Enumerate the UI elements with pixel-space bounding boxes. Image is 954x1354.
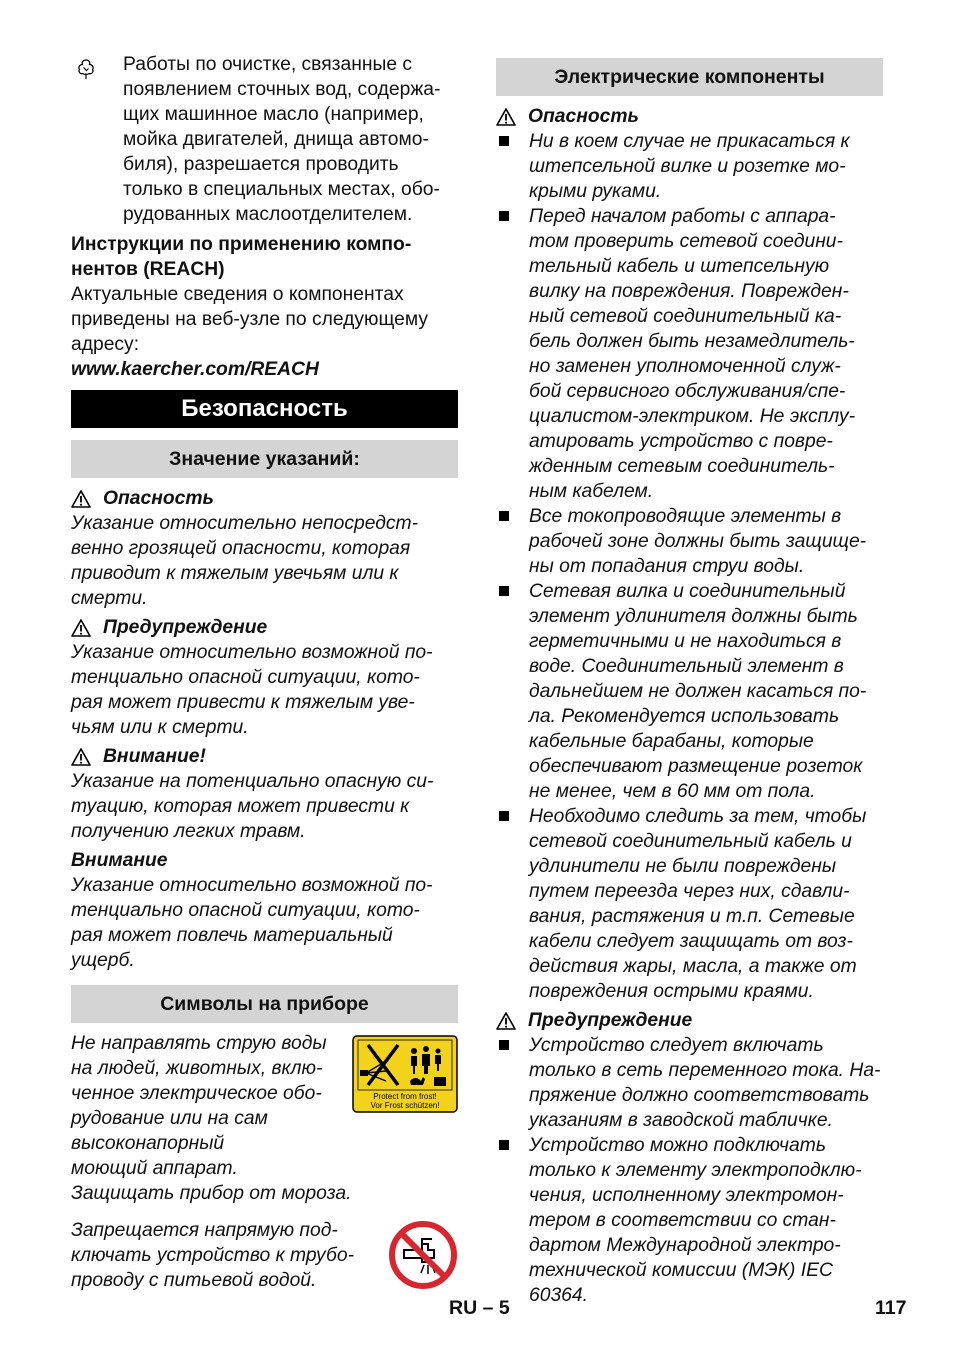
list-item — [496, 204, 883, 504]
reach-text-line: Актуальные сведения о компонентах — [71, 284, 404, 305]
no-water-jet-sign-icon — [352, 1035, 458, 1113]
item-line: повреждения острыми краями. — [529, 981, 814, 1002]
item-line: обеспечивают размещение розеток — [529, 756, 863, 777]
caution-description — [71, 769, 458, 844]
item-line: путем переезда через них, сдавли- — [529, 881, 850, 902]
item-line: тельный кабель и штепсельную — [529, 256, 830, 277]
danger-label: Опасность — [528, 106, 639, 127]
item-line: герметичными и не находиться в — [529, 631, 842, 652]
warning-triangle-icon — [71, 748, 91, 766]
reach-text — [71, 282, 458, 357]
item-line: кабели следует защищать от воз- — [529, 931, 853, 952]
footer-section-label: RU – 5 — [449, 1297, 510, 1319]
caution-heading — [71, 744, 458, 769]
item-line: циалистом-электриком. Не эксплу- — [529, 406, 856, 427]
item-line: элемент удлинителя должны быть — [529, 606, 858, 627]
item-line: Устройство следует включать — [529, 1035, 824, 1056]
left-column — [71, 52, 458, 1294]
warning-line: тенциально опасной ситуации, кото- — [71, 667, 420, 688]
item-line: ным кабелем. — [529, 481, 654, 502]
list-item — [496, 504, 883, 579]
env-line: Работы по очистке, связанные с — [123, 54, 413, 75]
environment-note — [71, 52, 458, 227]
notice-line: тенциально опасной ситуации, кото- — [71, 900, 420, 921]
symbol-line: моющий аппарат. — [71, 1158, 238, 1179]
frost-text: Защищать прибор от мороза. — [71, 1183, 352, 1204]
symbol-line: рудование или на сам высоконапорный — [71, 1108, 268, 1154]
item-line: кабельные барабаны, которые — [529, 731, 814, 752]
warning-line: Указание относительно возможной по- — [71, 642, 433, 663]
symbols-section-title: Символы на приборе — [71, 985, 458, 1023]
no-drinking-water-connection-icon — [388, 1220, 458, 1290]
danger-line: приводит к тяжелым увечьям или к — [71, 563, 399, 584]
water-line: проводу с питьевой водой. — [71, 1270, 317, 1291]
electric-section-title: Электрические компоненты — [496, 58, 883, 96]
water-line: ключать устройство к трубо- — [71, 1245, 355, 1266]
item-line: рабочей зоне должны быть защище- — [529, 531, 867, 552]
warning-triangle-icon — [496, 1012, 516, 1030]
electric-warning-heading — [496, 1008, 883, 1033]
danger-line: венно грозящей опасности, которая — [71, 538, 411, 559]
caution-line: Указание на потенциально опасную си- — [71, 771, 434, 792]
symbol-line: ченное электрическое обо- — [71, 1083, 322, 1104]
item-line: дартом Международной электро- — [529, 1235, 841, 1256]
item-line: штепсельной вилке и розетке мо- — [529, 156, 846, 177]
frost-label-de: Vor Frost schützen! — [370, 1101, 440, 1110]
list-item — [496, 1033, 883, 1133]
list-item — [496, 804, 883, 1004]
list-item — [496, 1133, 883, 1308]
item-line: пряжение должно соответствовать — [529, 1085, 870, 1106]
warning-triangle-icon — [71, 490, 91, 508]
item-line: Устройство можно подключать — [529, 1135, 826, 1156]
water-line: Запрещается напрямую под- — [71, 1220, 338, 1241]
item-line: удлинители не были повреждены — [529, 856, 837, 877]
item-line: ны от попадания струи воды. — [529, 556, 805, 577]
electric-danger-heading — [496, 104, 883, 129]
item-line: крыми руками. — [529, 181, 662, 202]
reach-url-link[interactable]: www.kaercher.com/REACH — [71, 359, 319, 380]
item-line: воде. Соединительный элемент в — [529, 656, 844, 677]
caution-line: туацию, которая может привести к — [71, 796, 410, 817]
reach-heading-line: Инструкции по применению компо- — [71, 234, 412, 255]
warning-label: Предупреждение — [528, 1010, 693, 1031]
symbol-line: на людей, животных, вклю- — [71, 1058, 323, 1079]
danger-label: Опасность — [103, 488, 214, 509]
notice-line: ущерб. — [71, 950, 135, 971]
item-line: Сетевая вилка и соединительный — [529, 581, 846, 602]
caution-line: получению легких травм. — [71, 821, 306, 842]
item-line: но заменен уполномоченной служ- — [529, 356, 841, 377]
item-line: атировать устройство с повре- — [529, 431, 833, 452]
env-line: рудованных маслоотделителем. — [123, 204, 413, 225]
reach-text-line: приведены на веб-узле по следующему — [71, 309, 428, 330]
env-line: появлением сточных вод, содержа- — [123, 79, 441, 100]
item-line: жденным сетевым соединитель- — [529, 456, 835, 477]
item-line: только к элементу электроподклю- — [529, 1160, 862, 1181]
symbol-jet-description — [71, 1031, 458, 1206]
danger-description — [71, 511, 458, 611]
danger-line: смерти. — [71, 588, 148, 609]
list-item — [496, 129, 883, 204]
danger-heading — [71, 486, 458, 511]
warning-heading — [71, 615, 458, 640]
caution-label: Внимание! — [103, 746, 206, 767]
item-line: бой сервисного обслуживания/спе- — [529, 381, 846, 402]
reach-heading — [71, 232, 458, 282]
warning-description — [71, 640, 458, 740]
item-line: не менее, чем в 60 мм от пола. — [529, 781, 816, 802]
frost-label-en: Protect from frost! — [373, 1092, 437, 1101]
item-line: ла. Рекомендуется использовать — [529, 706, 840, 727]
item-line: указаниям в заводской табличке. — [529, 1110, 833, 1131]
item-line: вилку на повреждения. Поврежден- — [529, 281, 849, 302]
warning-triangle-icon — [71, 619, 91, 637]
item-line: Перед началом работы с аппара- — [529, 206, 836, 227]
item-line: Необходимо следить за тем, чтобы — [529, 806, 867, 827]
reach-text-line: адресу: — [71, 334, 140, 355]
item-line: Все токопроводящие элементы в — [529, 506, 842, 527]
item-line: 60364. — [529, 1285, 588, 1306]
notice-heading — [71, 848, 458, 873]
item-line: тером в соответствии со стан- — [529, 1210, 836, 1231]
warning-triangle-icon — [496, 108, 516, 126]
notice-line: рая может повлечь материальный — [71, 925, 393, 946]
drinking-water-description — [71, 1218, 458, 1293]
list-item — [496, 579, 883, 804]
item-line: ный сетевой соединительный ка- — [529, 306, 842, 327]
item-line: технической комиссии (МЭК) IEC — [529, 1260, 833, 1281]
symbol-line: Не направлять струю воды — [71, 1033, 327, 1054]
env-line: только в специальных местах, обо- — [123, 179, 440, 200]
env-line: мойка двигателей, днища автомо- — [123, 129, 429, 150]
danger-line: Указание относительно непосредст- — [71, 513, 419, 534]
notes-section-title: Значение указаний: — [71, 440, 458, 478]
right-column — [496, 52, 883, 1308]
item-line: только в сеть переменного тока. На- — [529, 1060, 881, 1081]
warning-line: рая может привести к тяжелым уве- — [71, 692, 415, 713]
item-line: дальнейшем не должен касаться по- — [529, 681, 867, 702]
item-line: сетевой соединительный кабель и — [529, 831, 852, 852]
item-line: Ни в коем случае не прикасаться к — [529, 131, 850, 152]
item-line: чения, исполненному электромон- — [529, 1185, 844, 1206]
notice-description — [71, 873, 458, 973]
reach-heading-line: нентов (REACH) — [71, 259, 225, 280]
warning-label: Предупреждение — [103, 617, 268, 638]
page-number: 117 — [875, 1297, 907, 1319]
item-line: том проверить сетевой соедини- — [529, 231, 843, 252]
item-line: вания, растяжения и т.п. Сетевые — [529, 906, 855, 927]
env-line: щих машинное масло (например, — [123, 104, 424, 125]
notice-label: Внимание — [71, 850, 168, 871]
environment-icon — [75, 58, 97, 80]
warning-line: чьям или к смерти. — [71, 717, 249, 738]
env-line: биля), разрешается проводить — [123, 154, 399, 175]
notice-line: Указание относительно возможной по- — [71, 875, 433, 896]
item-line: бель должен быть незамедлитель- — [529, 331, 855, 352]
safety-title: Безопасность — [71, 390, 458, 428]
item-line: действия жары, масла, а также от — [529, 956, 857, 977]
